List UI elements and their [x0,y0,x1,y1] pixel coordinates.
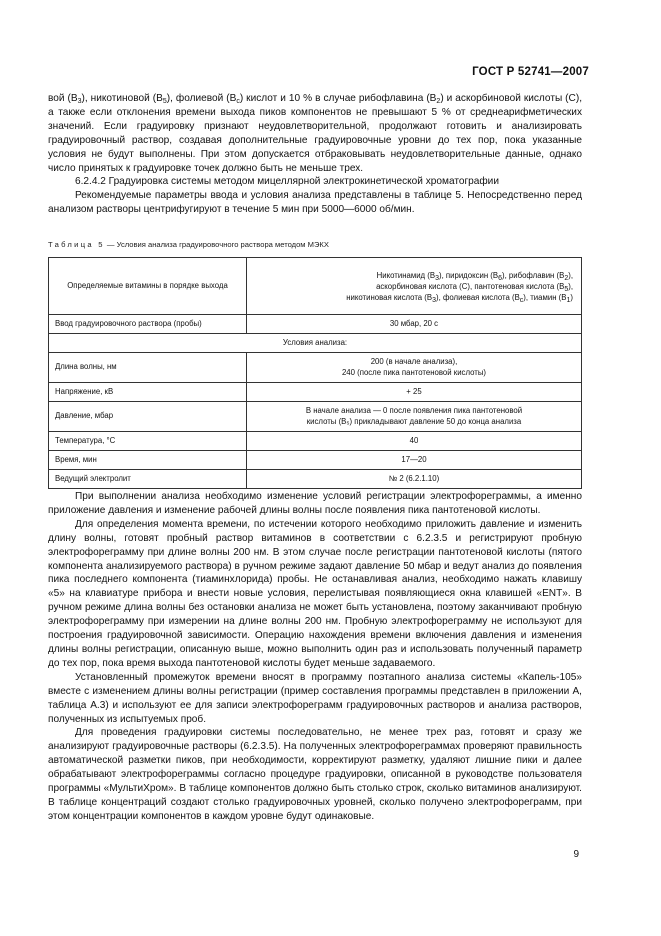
table-row [49,383,582,402]
section-heading: 6.2.4.2 Градуировка системы методом мицеллярной электрокинетической хроматографии [75,176,499,188]
row-value: В начале анализа — 0 после появления пика пантотеновой кислоты (В₅) прикладывают давление 50 до конца анализа [247,402,582,432]
row-value: 40 [247,432,582,451]
row-label: Давление, мбар [49,402,247,432]
section-paragraph: Рекомендуемые параметры ввода и условия анализа представлены в таблице 5. Непосредственно перед анализом растворы центрифугируют в течение 5 мин при 5000—6000 об/мин. [48,190,582,216]
paragraph: Для проведения градуировки системы последовательно, не менее трех раз, готовят и сразу же анализируют градуировочные растворы (6.2.3.5). На полученных электрофореграммах проверяют правильность автоматической разметки пиков, при необходимости, корректируют разметку, удаляют лишние пики и далее обрабатывают электрофореграммы согласно процедуре градуировки, описанной в руководстве пользователя программы «МультиХром». В таблице компонентов должно быть столько строк, сколько витаминов анализируют. В таблице концентраций создают столько градуировочных уровней, сколько получено электрофореграмм, при этом концентрации компонентов в каждом уровне будут одинаковые. [48,727,582,822]
table-header-row [49,258,582,315]
table-row [49,353,582,383]
intro-paragraph: вой $(В_3)$, никотиновой $(В_5)$, фолиевой $(В_с)$ кислот и 10 % в случае рибофлавина $(В_2)$ и аскорбиновой кислоты (С), а также если отклонения времени выхода пиков компонентов не превышают 5 % от среднеарифметических значений. Если градуировку признают неудовлетворительной, продолжают готовить и анализировать градуировочный раствор, создавая дополнительные градуировочные уровни до тех пор, пока указанные условия не будут выполнены. При этом допускается отбраковывать неудовлетворительные данные, однако число принятых к градуировке точек должно быть не меньше трех. [48,93,583,174]
table-row [49,402,582,432]
conditions-table [48,257,582,489]
paragraph: Установленный промежуток времени вносят в программу поэтапного анализа системы «Капель-105» вместе с изменением длины волны регистрации (пример составления программы представлен в приложении А, таблица А.3) и используют ее для записи электрофореграмм градуировочных растворов и анализа растворов, полученных из испытуемых проб. [48,671,582,725]
table-row [49,334,582,353]
row-label: Время, мин [49,451,247,470]
row-label: Ведущий электролит [49,470,247,489]
paragraph: При выполнении анализа необходимо изменение условий регистрации электрофореграммы, а именно приложение давления и изменение рабочей длины волны после появления пика пантотеновой кислоты. [48,491,582,516]
table-row [49,451,582,470]
row-value: № 2 (6.2.1.10) [247,470,582,489]
bottom-text-block [48,490,582,824]
standard-code: ГОСТ Р 52741—2007 [472,66,589,78]
row-label: Температура, °С [49,432,247,451]
header-left-cell: Определяемые витамины в порядке выхода [49,258,247,315]
conditions-label: Условия анализа: [49,334,582,353]
header-right-cell: Никотинамид $(В_3)$, пиридоксин $(В_6)$, рибофлавин $(В_2)$, аскорбиновая кислота (С), пантотеновая кислота $(В_5)$, никотиновая кислота $(В_3)$, фолиевая кислота $(В_с)$, тиамин $(В_1)$ [247,258,582,315]
row-label: Длина волны, нм [49,353,247,383]
row-value: 200 (в начале анализа), 240 (после пика пантотеновой кислоты) [247,353,582,383]
table-row [49,315,582,334]
table-row [49,470,582,489]
row-value: 17—20 [247,451,582,470]
paragraph: Для определения момента времени, по истечении которого необходимо приложить давление и изменить длину волны, готовят пробный раствор витаминов в соответствии с 6.2.3.5 и регистрируют пробную электрофореграмму при длине волны 200 нм. В этом случае после регистрации пантотеновой кислоты (пятого компонента анализируемого раствора) в ручном режиме задают давление 50 мбар и ведут анализ до появления пика последнего компонента (тиаминхлорида) пробы. Не останавливая анализ, необходимо нажать клавишу «5» на клавиатуре прибора и внести новые условия, перелистывая появляющиеся окна клавишей «ENT». В ручном режиме длина волны без остановки анализа не может быть установлена, поэтому заканчивают пробную электрофореграмму при измерении на длине волны 200 нм. Пробную электрофореграмму не используют для построения градуировочной зависимости. Операцию нахождения времени включения давления и изменения длины волны регистрации, описанную выше, можно выполнить один раз и использовать полученный параметр до тех пор, пока время выхода пантотеновой кислоты будет меньше задаваемого. [48,518,582,669]
page-number: 9 [573,849,579,860]
row-label: Напряжение, кВ [49,383,247,402]
row-value: + 25 [247,383,582,402]
injection-label: Ввод градуировочного раствора (пробы) [49,315,247,334]
table-caption: Таблица 5 — Условия анализа градуировочного раствора методом МЭКХ [48,240,329,249]
top-text-block [48,92,582,217]
injection-value: 30 мбар, 20 с [247,315,582,334]
table-row [49,432,582,451]
